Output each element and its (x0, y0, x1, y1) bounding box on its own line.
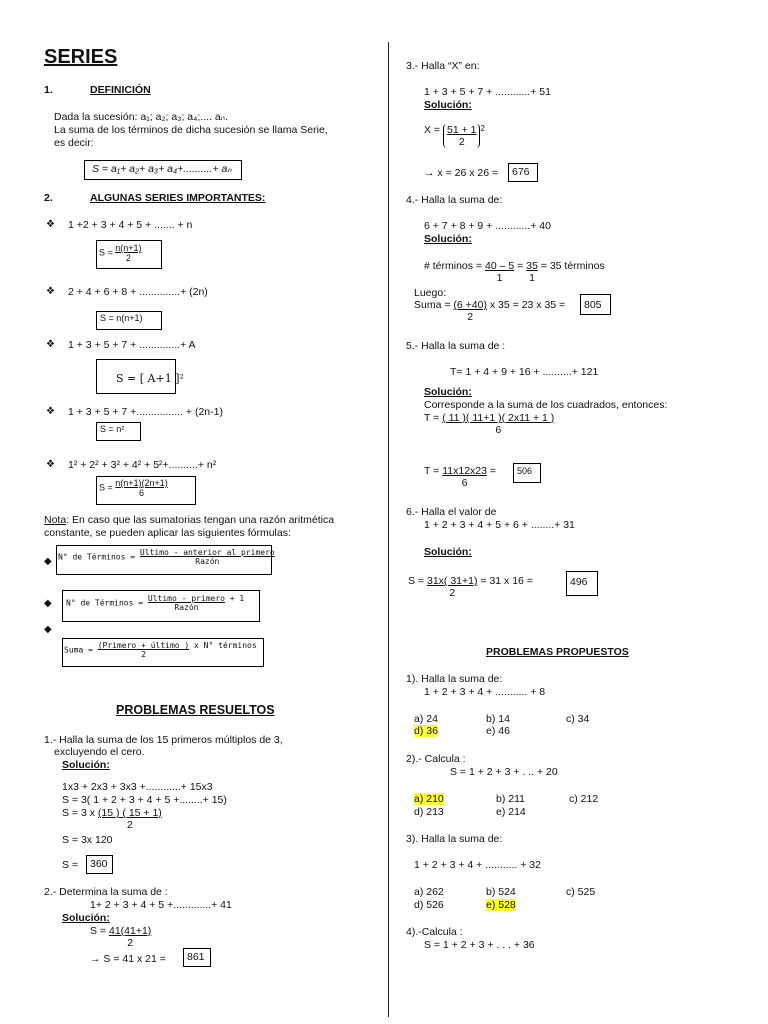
definition-text-1: Dada la sucesión: a₁; a₂; a₃; a₄;.... aₙ. (54, 111, 228, 123)
definition-heading: DEFINICIÓN (90, 84, 151, 96)
proposed-problems-heading: PROBLEMAS PROPUESTOS (486, 646, 629, 658)
question-2-line-1: 2).- Calcula : (406, 753, 466, 765)
problem-4-step-1: # términos = $\frac{40 - 5}{1}$ = $\frac{35}{1}$ = 35 términos (424, 260, 605, 284)
problem-3-step-2: → x = 26 x 26 = (424, 167, 499, 179)
question-2-option-e: e) 214 (496, 806, 526, 818)
question-1-option-e: e) 46 (486, 725, 510, 737)
question-4-line-1: 4).-Calcula : (406, 926, 463, 938)
question-3-option-e: e) 528 (486, 899, 516, 911)
important-series-heading: ALGUNAS SERIES IMPORTANTES: (90, 192, 266, 204)
question-1-option-c: c) 34 (566, 713, 590, 725)
problem-6-answer: 496 (570, 576, 588, 588)
problem-2-line-1: 2.- Determina la suma de : (44, 886, 168, 898)
problem-5-solution-label: Solución: (424, 386, 472, 398)
problem-1-line-1: 1.- Halla la suma de los 15 primeros múltiplos de 3, (44, 734, 283, 746)
bullet-icon: ◆ (44, 556, 52, 567)
problem-1-step-2: S = 3( 1 + 2 + 3 + 4 + 5 +........+ 15) (62, 794, 227, 806)
problem-6-line-2: 1 + 2 + 3 + 4 + 5 + 6 + ........+ 31 (424, 519, 575, 531)
series-5: 1² + 2² + 3² + 4² + 5²+..........+ n² (68, 459, 217, 471)
problem-5-line-1: 5.- Halla la suma de : (406, 340, 506, 352)
definition-number: 1. (44, 84, 53, 96)
problem-4-solution-label: Solución: (424, 233, 472, 245)
series-1: 1 +2 + 3 + 4 + 5 + ....... + n (68, 219, 193, 231)
problem-5-line-2: T= 1 + 4 + 9 + 16 + ..........+ 121 (450, 366, 599, 378)
series-4: 1 + 3 + 5 + 7 +................ + (2n-1) (68, 406, 223, 418)
problem-1-step-3: S = 3 x $\frac{(15 ) ( 15 + 1)}{2}$ (62, 807, 162, 831)
problem-2-step-2: → S = 41 x 21 = (90, 953, 166, 965)
question-2-line-2: S = 1 + 2 + 3 + . .. + 20 (450, 766, 558, 778)
problem-5-answer: 506 (517, 466, 533, 476)
note-line-2: constante, se pueden aplicar las siguientes fórmulas: (44, 527, 291, 539)
series-2-formula: S = n(n+1) (100, 313, 143, 323)
bullet-icon: ❖ (46, 339, 55, 350)
question-1-line-2: 1 + 2 + 3 + 4 + ........... + 8 (424, 686, 546, 698)
question-3-option-b: b) 524 (486, 886, 516, 898)
problem-1-solution-label: Solución: (62, 759, 110, 771)
problem-1-answer: 360 (90, 858, 108, 870)
problem-4-then: Luego: (414, 287, 447, 299)
question-2-option-a: a) 210 (414, 793, 444, 805)
series-2: 2 + 4 + 6 + 8 + ..............+ (2n) (68, 286, 208, 298)
definition-text-3: es decir: (54, 137, 94, 149)
question-2-option-d: d) 213 (414, 806, 444, 818)
bullet-icon: ❖ (46, 406, 55, 417)
problem-3-line-1: 3.- Halla “X” en: (406, 60, 480, 72)
problem-2-step-1: S = $\frac{41(41+1)}{2}$ (90, 925, 152, 949)
problem-1-step-4: S = 3x 120 (62, 834, 113, 846)
problem-4-answer: 805 (584, 299, 602, 311)
formula-terms-1: N° de Términos = $\frac{\text{Ultimo - anterior al primero}}{\text{Razón}}$ (58, 548, 275, 566)
solved-problems-heading: PROBLEMAS RESUELTOS (116, 703, 275, 717)
question-3-line-2: 1 + 2 + 3 + 4 + ........... + 32 (414, 859, 541, 871)
problem-5-explanation: Corresponde a la suma de los cuadrados, entonces: (424, 399, 668, 411)
bullet-icon: ◆ (44, 598, 52, 609)
bullet-icon: ❖ (46, 219, 55, 230)
question-2-option-c: c) 212 (569, 793, 599, 805)
bullet-icon: ❖ (46, 459, 55, 470)
formula-terms-2: N° de Términos = $\frac{\text{Ultimo - primero}}{\text{Razón}}$ + 1 (66, 594, 245, 612)
question-3-option-a: a) 262 (414, 886, 444, 898)
question-3-option-c: c) 525 (566, 886, 596, 898)
page-title: SERIES (44, 46, 118, 68)
definition-formula: S = a₁+ a₂+ a₃+ a₄+..........+ aₙ (92, 163, 232, 175)
bullet-icon: ◆ (44, 624, 52, 635)
problem-2-answer: 861 (187, 951, 205, 963)
problem-5-step-1: T = $\frac{( 11 )( 11+1 )( 2x11 + 1 )}{6}$ (424, 412, 555, 436)
problem-4-line-1: 4.- Halla la suma de: (406, 194, 503, 206)
problem-3-answer: 676 (512, 166, 530, 178)
problem-3-line-2: 1 + 3 + 5 + 7 + ............+ 51 (424, 86, 551, 98)
question-3-line-1: 3). Halla la suma de: (406, 833, 503, 845)
question-1-option-b: b) 14 (486, 713, 510, 725)
problem-5-step-2: T = $\frac{11x12x23}{6}$ = (424, 465, 497, 489)
important-series-number: 2. (44, 192, 53, 204)
formula-sum: Suma = $\frac{\text{(Primero + último )}}{2}$ x N° términos (64, 641, 257, 659)
question-1-option-d: d) 36 (414, 725, 438, 737)
problem-6-step-1: S = $\frac{31x( 31+1)}{2}$ = 31 x 16 = (408, 575, 533, 599)
question-4-line-2: S = 1 + 2 + 3 + . . . + 36 (424, 939, 535, 951)
series-5-formula: S = $\frac{n(n+1)(2n+1)}{6}$ (99, 478, 168, 498)
series-3-formula: S = [ A+1 ]² (116, 372, 184, 385)
problem-4-line-2: 6 + 7 + 8 + 9 + ............+ 40 (424, 220, 551, 232)
problem-6-solution-label: Solución: (424, 546, 472, 558)
question-1-line-1: 1). Halla la suma de: (406, 673, 503, 685)
problem-2-line-2: 1+ 2 + 3 + 4 + 5 +.............+ 41 (90, 899, 232, 911)
problem-4-step-2: Suma = $\frac{(6 +40)}{2}$ x 35 = 23 x 35 = (414, 299, 566, 323)
problem-3-solution-label: Solución: (424, 99, 472, 111)
question-2-option-b: b) 211 (496, 793, 525, 805)
problem-2-solution-label: Solución: (62, 912, 110, 924)
series-3: 1 + 3 + 5 + 7 + ..............+ A (68, 339, 196, 351)
bullet-icon: ❖ (46, 286, 55, 297)
series-1-formula: S = $\frac{n(n+1)}{2}$ (99, 243, 142, 263)
problem-1-line-2: excluyendo el cero. (54, 746, 145, 758)
problem-3-step-1: X = $\frac{51 + 1}{2}$ $^2$ (424, 124, 485, 148)
problem-1-result-label: S = (62, 859, 79, 871)
series-4-formula: S = n² (100, 424, 125, 434)
problem-6-line-1: 6.- Halla el valor de (406, 506, 497, 518)
note-line-1: Nota: En caso que las sumatorias tengan una razón aritmética (44, 514, 335, 526)
definition-text-2: La suma de los términos de dicha sucesión se llama Serie, (54, 124, 328, 136)
problem-1-step-1: 1x3 + 2x3 + 3x3 +............+ 15x3 (62, 781, 213, 793)
question-3-option-d: d) 526 (414, 899, 444, 911)
column-divider (388, 42, 389, 1017)
question-1-option-a: a) 24 (414, 713, 438, 725)
